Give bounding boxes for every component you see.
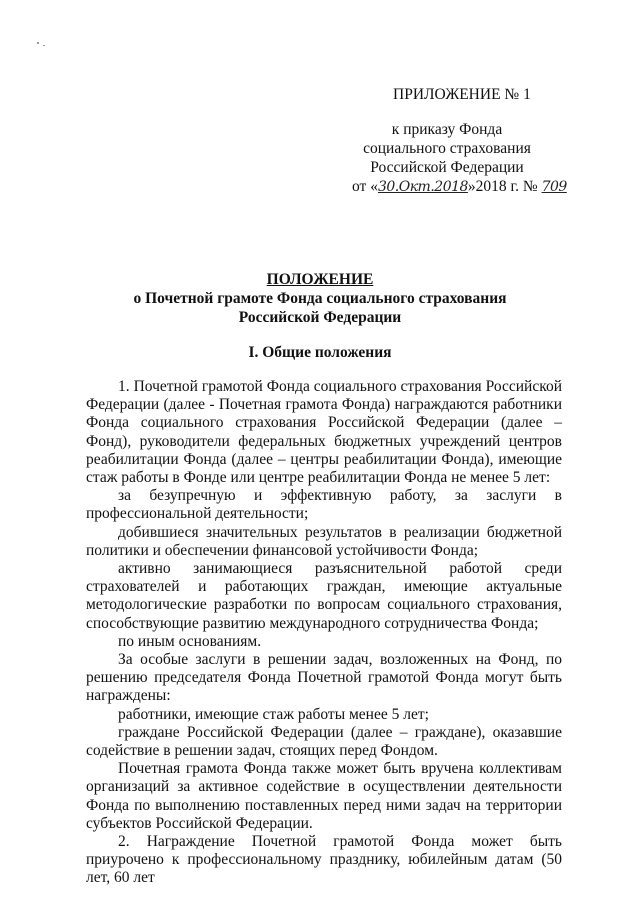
paragraph: по иным основаниям. <box>118 632 262 650</box>
title-line: ПОЛОЖЕНИЕ <box>266 271 374 288</box>
document-title <box>0 270 640 327</box>
title-line: о Почетной грамоте Фонда социального страхования <box>133 290 507 307</box>
order-line: Российской Федерации <box>370 159 524 176</box>
order-reference <box>352 120 567 197</box>
paragraph: граждане Российской Федерации (далее – граждане), оказавшие содействие в решении задач, стоящих перед Фондом. <box>86 723 562 760</box>
paragraph: 1. Почетной грамотой Фонда социального страхования Российской Федерации (далее - Почетная грамота Фонда) награждаются работники Фонда социального страхования Российской Федерации (далее – Фонд), руководители федеральных бюджетных учреждений центров реабилитации Фонда (далее – центры реабилитации Фонда), имеющие стаж работы в Фонде или центре реабилитации Фонда не менее 5 лет: <box>86 378 562 487</box>
order-date-line: от «30.Окт.2018»2018 г. № 709 <box>352 178 567 195</box>
scan-speck <box>43 45 45 46</box>
paragraph: работники, имеющие стаж работы менее 5 лет; <box>118 705 429 723</box>
paragraph: за безупречную и эффективную работу, за заслуги в профессиональной деятельности; <box>86 487 562 523</box>
date-prefix: от « <box>352 178 378 195</box>
scan-speck <box>37 42 39 44</box>
paragraph: добившиеся значительных результатов в реализации бюджетной политики и обеспечении финансовой устойчивости Фонда; <box>86 523 562 559</box>
document-body <box>86 378 562 888</box>
section-heading: I. Общие положения <box>248 344 392 361</box>
paragraph: За особые заслуги в решении задач, возложенных на Фонд, по решению председателя Фонда Почетной грамотой Фонда могут быть награждены: <box>86 651 562 705</box>
appendix-label: ПРИЛОЖЕНИЕ № 1 <box>393 86 531 103</box>
handwritten-date: 30.Окт.2018 <box>377 179 468 195</box>
title-line: Российской Федерации <box>238 309 402 326</box>
order-line: социального страхования <box>363 140 531 157</box>
paragraph: 2. Награждение Почетной грамотой Фонда может быть приурочено к профессиональному празднику, юбилейным датам (50 лет, 60 лет <box>86 833 562 887</box>
paragraph: Почетная грамота Фонда также может быть вручена коллективам организаций за активное содействие в осуществлении деятельности Фонда по выполнению поставленных перед ними задач на территории субъектов Российской Федерации. <box>86 760 562 832</box>
paragraph: активно занимающиеся разъяснительной работой среди страхователей и работающих граждан, имеющие актуальные методологические разработки по вопросам социального страхования, способствующие развитию международного сотрудничества Фонда; <box>86 560 562 632</box>
order-line: к приказу Фонда <box>391 121 503 138</box>
handwritten-number: 709 <box>541 179 567 195</box>
date-year: 2018 г. № <box>475 178 538 195</box>
